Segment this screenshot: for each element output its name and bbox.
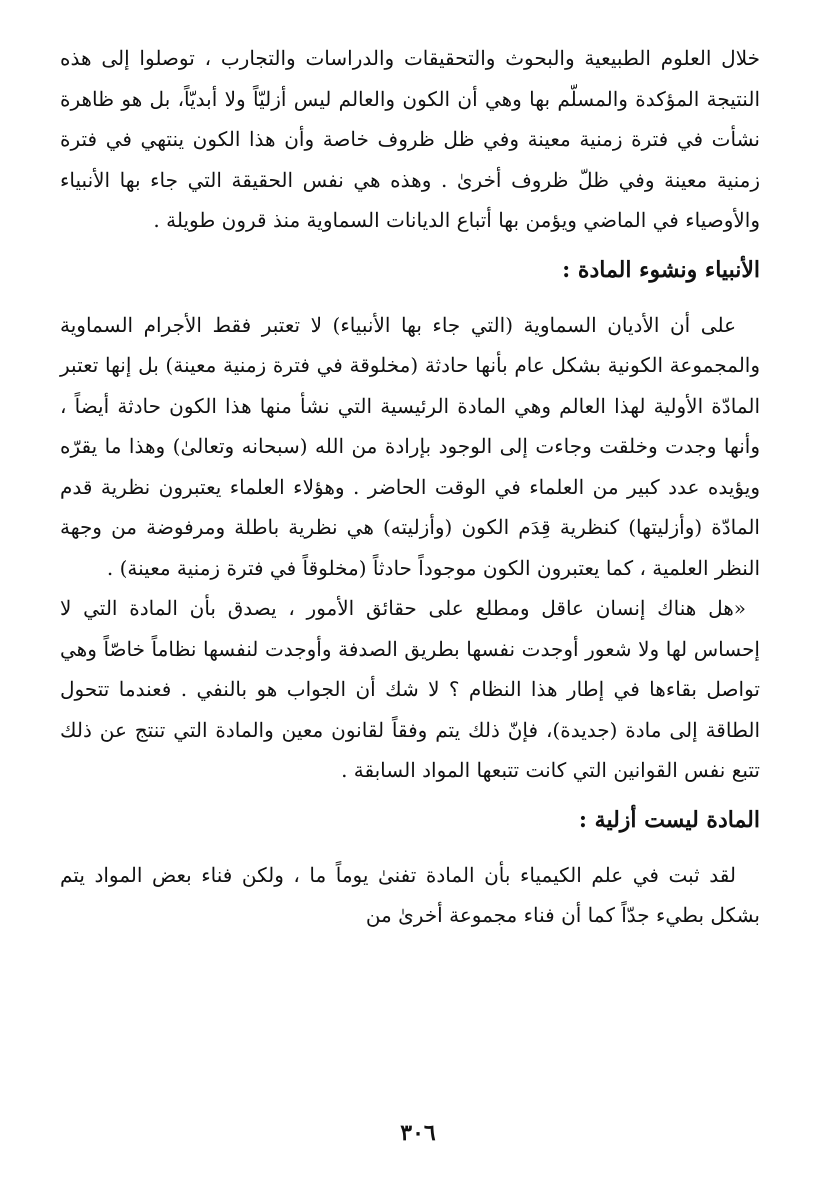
paragraph-continued: خلال العلوم الطبيعية والبحوث والتحقيقات والدراسات والتجارب ، توصلوا إلى هذه النتيجة المؤكدة والمسلّم بها وهي أن الكون والعالم ليس أزليّاً ولا أبديّاً، بل هو ظاهرة نشأت في فترة زمنية معينة وفي ظل ظروف خاصة وأن هذا الكون ينتهي في فترة زمنية معينة وفي ظلّ ظروف أخرىٰ . وهذه هي نفس الحقيقة التي جاء بها الأنبياء والأوصياء في الماضي ويؤمن بها أتباع الديانات السماوية منذ قرون طويلة . (60, 46, 760, 232)
paragraph-religions-matter: على أن الأديان السماوية (التي جاء بها الأنبياء) لا تعتبر فقط الأجرام السماوية والمجموعة الكونية بشكل عام بأنها حادثة (مخلوقة في فترة زمنية معينة) بل إنها تعتبر المادّة الأولية لهذا العالم وهي المادة الرئيسية التي نشأ منها هذا الكون حادثة أيضاً ، وأنها وجدت وخلقت وجاءت إلى الوجود بإرادة من الله (سبحانه وتعالىٰ) وهذا ما يقرّه ويؤيده عدد كبير من العلماء في الوقت الحاضر . وهؤلاء العلماء يعتبرون نظرية قدم المادّة (وأزليتها) كنظرية قِدَم الكون (وأزليته) هي نظرية باطلة ومرفوضة من وجهة النظر العلمية ، كما يعتبرون الكون موجوداً حادثاً (مخلوقاً في فترة زمنية معينة) . (60, 312, 761, 580)
paragraph-chemistry: لقد ثبت في علم الكيمياء بأن المادة تفنىٰ يوماً ما ، ولكن فناء بعض المواد يتم بشكل بطيء جدّاً كما أن فناء مجموعة أخرىٰ من (60, 862, 760, 927)
page-number: ٣٠٦ (400, 1120, 436, 1146)
section-heading-prophets-matter: الأنبياء ونشوء المادة : (562, 256, 760, 283)
quoted-passage: «هل هناك إنسان عاقل ومطلع على حقائق الأمور ، يصدق بأن المادة التي لا إحساس لها ولا شعور أوجدت نفسها بطريق الصدفة وأوجدت لنفسها نظاماً خاصّاً وهي تواصل بقاءها في إطار هذا النظام ؟ لا شك أن الجواب هو بالنفي . فعندما تتحول الطاقة إلى مادة (جديدة)، فإنّ ذلك يتم وفقاً لقانون معين والمادة التي تنتج عن ذلك تتبع نفس القوانين التي كانت تتبعها المواد السابقة . (60, 596, 760, 782)
section-heading-matter-not-eternal: المادة ليست أزلية : (578, 806, 760, 833)
